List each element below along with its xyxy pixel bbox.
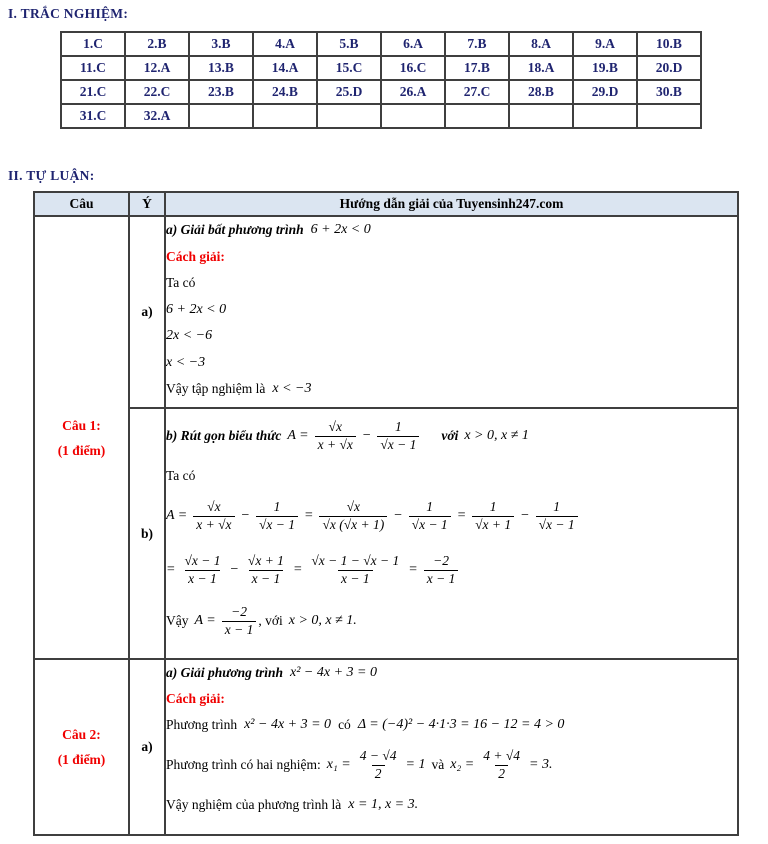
math-lead: A = (287, 428, 309, 443)
frac-num: √x − 1 (184, 553, 221, 569)
cau1b-title-line (166, 409, 737, 463)
frac-num: 1 (394, 419, 402, 435)
frac-num: √x + 1 (247, 553, 284, 569)
mc-answer-cell: 25.D (317, 80, 381, 104)
cau2a-conclusion-text: Vậy nghiệm của phương trình là (166, 797, 342, 812)
cau2-label-cell (34, 659, 129, 835)
cau1a-content (165, 216, 738, 408)
cau2a-title-line (166, 660, 737, 686)
mc-answer-cell: 30.B (637, 80, 701, 104)
header-y: Ý (129, 192, 165, 216)
mc-answer-cell (317, 104, 381, 128)
cau1a-title-math: 6 + 2x < 0 (310, 222, 371, 238)
cau2a-title: a) Giải phương trình (166, 665, 283, 680)
frac-den: x + √x (315, 436, 356, 453)
frac-den: x + √x (193, 516, 234, 533)
fraction (245, 553, 287, 586)
cau2a-line1 (166, 712, 737, 738)
cau1a-line3: 2x < −6 (166, 328, 213, 344)
frac-num: 1 (553, 499, 560, 515)
cau1-label-cell (34, 216, 129, 659)
cau1b-conclusion-A: A = (194, 613, 216, 628)
cau1b-line1: Ta có (166, 468, 196, 483)
mc-answer-cell: 9.A (573, 32, 637, 56)
minus-sign: − (240, 508, 250, 523)
cau2a-x2: x₂ = (450, 757, 475, 772)
frac-den: x − 1 (185, 570, 220, 587)
equals-sign: = (292, 562, 303, 577)
mc-answer-cell: 15.C (317, 56, 381, 80)
cau2a-roots-text: Phương trình có hai nghiệm: (166, 757, 321, 772)
fraction (480, 748, 523, 781)
method-label: Cách giải: (166, 691, 225, 706)
minus-sign: − (393, 508, 403, 523)
cau2a-line1-math1: x² − 4x + 3 = 0 (244, 717, 332, 732)
mc-answer-cell: 13.B (189, 56, 253, 80)
frac-num: 1 (426, 499, 434, 515)
solution-table (33, 191, 739, 836)
frac-den: √x (√x + 1) (319, 516, 387, 533)
mc-answer-cell: 31.C (61, 104, 125, 128)
fraction (308, 553, 402, 586)
cau1b-title: b) Rút gọn biểu thức (166, 428, 282, 443)
cau2a-line1-text2: có (338, 717, 351, 732)
cau1-label: Câu 1: (62, 417, 101, 433)
cau1a-conclusion-text: Vậy tập nghiệm là (166, 381, 266, 397)
cau1a-title-line (166, 217, 737, 244)
cau1b-conclusion-lead: Vậy (166, 613, 189, 628)
mc-answer-cell: 20.D (637, 56, 701, 80)
cau1b-derivation-2 (166, 543, 737, 597)
mc-answer-cell: 28.B (509, 80, 573, 104)
fraction (424, 553, 459, 586)
mc-row-3 (61, 80, 701, 104)
mc-answer-cell (509, 104, 573, 128)
cau2a-line1-math2: Δ = (−4)² − 4·1·3 = 16 − 12 = 4 > 0 (357, 717, 565, 732)
fraction (256, 499, 298, 532)
frac-num: 1 (273, 499, 281, 515)
frac-den: √x − 1 (256, 516, 298, 533)
multiple-choice-answer-table (60, 31, 702, 129)
frac-den: √x − 1 (377, 436, 419, 453)
cau1b-cond-label: với (441, 428, 459, 443)
mc-answer-cell (189, 104, 253, 128)
cau2a-conclusion-math: x = 1, x = 3. (348, 797, 419, 812)
cau2a-x1: x₁ = (326, 757, 351, 772)
cau1b-derivation-1 (166, 489, 737, 543)
frac-den: √x + 1 (472, 516, 514, 533)
cau1a-line1: Ta có (166, 275, 196, 291)
solution-table-header (34, 192, 738, 216)
cau2a-line1-text1: Phương trình (166, 717, 238, 732)
frac-den: √x − 1 (536, 516, 578, 533)
mc-answer-cell (573, 104, 637, 128)
equals-sign: = (408, 562, 418, 577)
equals-sign: = (166, 562, 176, 577)
fraction (377, 419, 419, 452)
mc-answer-cell (637, 104, 701, 128)
cau1a-line4: x < −3 (166, 354, 206, 370)
fraction (222, 604, 257, 637)
mc-row-1 (61, 32, 701, 56)
mc-answer-cell: 17.B (445, 56, 509, 80)
cau1b-conclusion (166, 597, 737, 645)
cau1-part-a-row (34, 216, 738, 408)
frac-den: x − 1 (249, 570, 284, 587)
cau2-label: Câu 2: (62, 727, 101, 742)
frac-num: 4 − √4 (359, 748, 397, 764)
math-lead: A = (166, 508, 188, 523)
method-label: Cách giải: (166, 248, 225, 264)
mc-answer-cell: 7.B (445, 32, 509, 56)
frac-den: 2 (372, 765, 385, 782)
mc-answer-cell: 19.B (573, 56, 637, 80)
minus-sign: − (520, 508, 530, 523)
cau1a-part-label: a) (129, 216, 165, 408)
fraction (315, 419, 356, 452)
mc-answer-cell: 6.A (381, 32, 445, 56)
cau1b-content (165, 408, 738, 659)
cau1b-conclusion-cond: x > 0, x ≠ 1. (288, 613, 357, 628)
mc-answer-cell: 16.C (381, 56, 445, 80)
cau2a-x1-result: = 1 (405, 757, 426, 772)
header-guide: Hướng dẫn giải của Tuyensinh247.com (165, 192, 738, 216)
frac-num: 4 + √4 (483, 748, 521, 764)
cau2a-roots-line (166, 738, 737, 792)
cau2a-part-label: a) (129, 659, 165, 835)
cau1a-line2: 6 + 2x < 0 (166, 301, 227, 317)
mc-answer-cell: 2.B (125, 32, 189, 56)
frac-den: x − 1 (338, 570, 373, 587)
mc-answer-cell: 1.C (61, 32, 125, 56)
section-title-trac-nghiem: I. TRẮC NGHIỆM: (8, 6, 129, 21)
frac-den: 2 (495, 765, 508, 782)
mc-answer-cell: 22.C (125, 80, 189, 104)
frac-num: √x (328, 419, 342, 435)
frac-num: −2 (433, 553, 449, 569)
equals-sign: = (303, 508, 314, 523)
mc-answer-cell: 11.C (61, 56, 125, 80)
cau1b-cond: x > 0, x ≠ 1 (464, 428, 529, 443)
mc-answer-cell: 24.B (253, 80, 317, 104)
mc-answer-cell: 14.A (253, 56, 317, 80)
equals-sign: = (456, 508, 467, 523)
mc-answer-cell: 4.A (253, 32, 317, 56)
cau2a-content (165, 659, 738, 835)
mc-answer-cell (381, 104, 445, 128)
frac-den: x − 1 (222, 621, 257, 638)
mc-answer-cell: 12.A (125, 56, 189, 80)
frac-den: x − 1 (424, 570, 459, 587)
cau2a-and: và (431, 757, 445, 772)
mc-answer-cell: 27.C (445, 80, 509, 104)
fraction (536, 499, 578, 532)
cau1a-title: a) Giải bất phương trình (166, 222, 304, 238)
mc-answer-cell (445, 104, 509, 128)
cau2a-conclusion (166, 792, 737, 818)
header-cau: Câu (34, 192, 129, 216)
mc-answer-cell: 8.A (509, 32, 573, 56)
mc-answer-cell: 26.A (381, 80, 445, 104)
fraction (181, 553, 223, 586)
mc-answer-cell: 29.D (573, 80, 637, 104)
cau1a-conclusion-math: x < −3 (272, 381, 312, 397)
mc-answer-cell (253, 104, 317, 128)
cau1a-conclusion (166, 376, 737, 403)
cau1-points: (1 điểm) (57, 442, 106, 458)
cau2a-title-math: x² − 4x + 3 = 0 (290, 665, 377, 680)
mc-row-4 (61, 104, 701, 128)
frac-num: √x (346, 499, 361, 515)
frac-den: √x − 1 (409, 516, 451, 533)
cau2a-x2-result: = 3. (529, 757, 553, 772)
cau1-part-b-row (34, 408, 738, 659)
frac-num: −2 (231, 604, 247, 620)
mc-answer-cell: 10.B (637, 32, 701, 56)
mc-answer-cell: 23.B (189, 80, 253, 104)
fraction (357, 748, 400, 781)
frac-num: 1 (489, 499, 497, 515)
mc-answer-cell: 32.A (125, 104, 189, 128)
mc-answer-cell: 21.C (61, 80, 125, 104)
section-title-tu-luan: II. TỰ LUẬN: (8, 168, 95, 183)
cau1b-conclusion-tail: , với (258, 613, 283, 628)
fraction (472, 499, 514, 532)
mc-answer-cell: 3.B (189, 32, 253, 56)
mc-answer-cell: 18.A (509, 56, 573, 80)
fraction (193, 499, 234, 532)
cau2-points: (1 điểm) (57, 752, 106, 767)
cau1b-part-label: b) (129, 408, 165, 659)
cau2-part-a-row (34, 659, 738, 835)
minus-sign: − (229, 562, 239, 577)
minus-sign: − (361, 428, 372, 443)
mc-answer-cell: 5.B (317, 32, 381, 56)
fraction (409, 499, 451, 532)
fraction (319, 499, 387, 532)
mc-row-2 (61, 56, 701, 80)
frac-num: √x − 1 − √x − 1 (311, 553, 400, 569)
frac-num: √x (207, 499, 221, 515)
